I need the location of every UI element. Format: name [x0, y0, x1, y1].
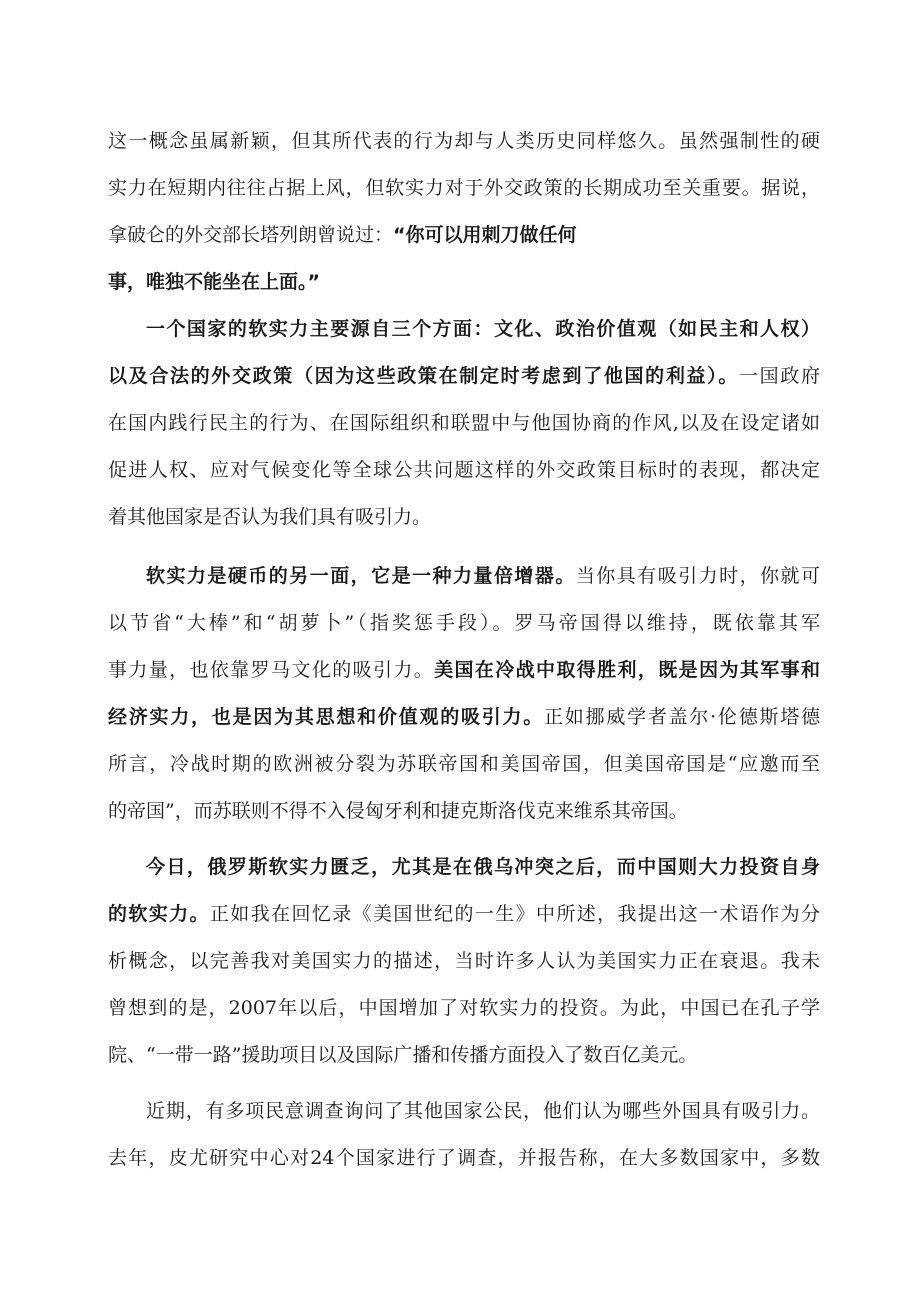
paragraph-line: 近期，有多项民意调查询问了其他国家公民，他们认为哪些外国具有吸引力。 [146, 1100, 820, 1122]
paragraph-line: 这一概念虽属新颖，但其所代表的行为却与人类历史同样悠久。虽然强制性的硬 [108, 130, 820, 152]
text-run: 拿破仑的外交部长塔列朗曾说过： [108, 224, 394, 246]
paragraph-line: 析概念，以完善我对美国实力的描述，当时许多人认为美国实力正在衰退。我未 [108, 950, 820, 972]
bold-text: 软实力是硬币的另一面，它是一种力量倍增器。 [146, 565, 576, 587]
quote-text: 事，唯独不能坐在上面。” [108, 271, 320, 293]
paragraph-line: 在国内践行民主的行为、在国际组织和联盟中与他国协商的作风,以及在设定诸如 [108, 412, 820, 434]
paragraph-line [108, 553, 820, 600]
paragraph-line [108, 647, 820, 694]
text-run: 正如我在回忆录《美国世纪的一生》中所述，我提出这一术语作为分 [209, 903, 820, 925]
bold-line: 今日，俄罗斯软实力匮乏，尤其是在俄乌冲突之后，而中国则大力投资自身 [146, 856, 820, 878]
paragraph-line: 的帝国”，而苏联则不得不入侵匈牙利和捷克斯洛伐克来维系其帝国。 [108, 800, 688, 822]
paragraph-line: 以节省“大棒”和“胡萝卜”（指奖惩手段）。罗马帝国得以维持，既依靠其军 [108, 612, 820, 634]
paragraph-line: 曾想到的是，2007年以后，中国增加了对软实力的投资。为此，中国已在孔子学 [108, 997, 820, 1019]
paragraph-line: 所言，冷战时期的欧洲被分裂为苏联帝国和美国帝国，但美国帝国是“应邀而至 [108, 753, 820, 775]
paragraph-line [108, 353, 820, 400]
paragraph-3 [108, 553, 820, 835]
paragraph-4 [108, 844, 820, 1079]
paragraph-line: 去年，皮尤研究中心对24个国家进行了调查，并报告称，在大多数国家中，多数 [108, 1147, 820, 1169]
text-run: 正如挪威学者盖尔·伦德斯塔德 [544, 706, 820, 728]
quote-text: “你可以用刺刀做任何 [393, 224, 577, 246]
paragraph-line: 促进人权、应对气候变化等全球公共问题这样的外交政策目标时的表现，都决定 [108, 459, 820, 481]
paragraph-2 [108, 306, 820, 541]
paragraph-line [108, 891, 820, 938]
paragraph-line [108, 212, 820, 259]
bold-line: 一个国家的软实力主要源自三个方面：文化、政治价值观（如民主和人权） [146, 318, 820, 340]
text-run: 一国政府 [739, 365, 820, 387]
bold-text: 以及合法的外交政策（因为这些政策在制定时考虑到了他国的利益）。 [108, 365, 739, 387]
paragraph-line [108, 694, 820, 741]
bold-text: 美国在冷战中取得胜利，既是因为其军事和 [434, 659, 820, 681]
paragraph-1 [108, 118, 820, 306]
paragraph-line: 实力在短期内往往占据上风，但软实力对于外交政策的长期成功至关重要。据说， [108, 177, 820, 199]
text-run: 事力量，也依靠罗马文化的吸引力。 [108, 659, 435, 681]
paragraph-5 [108, 1088, 820, 1182]
bold-text: 的软实力。 [108, 903, 210, 925]
bold-text: 经济实力，也是因为其思想和价值观的吸引力。 [108, 706, 545, 728]
paragraph-line: 着其他国家是否认为我们具有吸引力。 [108, 506, 432, 528]
text-run: 当你具有吸引力时，你就可 [575, 565, 820, 587]
paragraph-line: 院、“一带一路”援助项目以及国际广播和传播方面投入了数百亿美元。 [108, 1044, 698, 1066]
